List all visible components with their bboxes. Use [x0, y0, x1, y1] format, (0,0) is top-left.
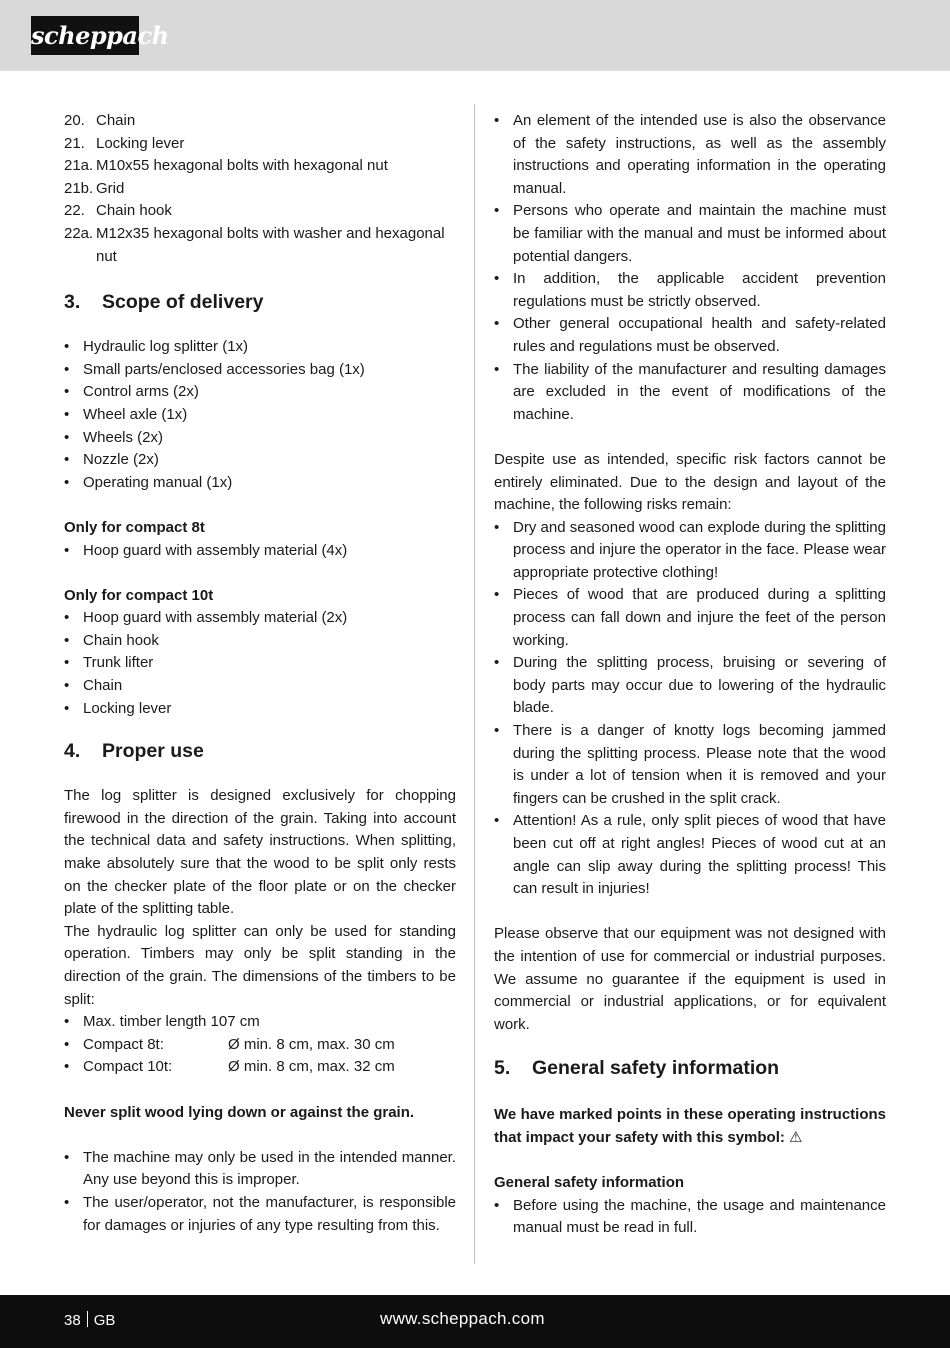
- column-divider: [474, 104, 475, 1264]
- proper-use-paragraph-2: The hydraulic log splitter can only be used for standing operation. Timbers may only be split standing in the direction of the grain. The dimensions of the timbers to be split:: [64, 922, 456, 1008]
- section-heading-proper-use: 4. Proper use: [64, 740, 204, 763]
- intended-use-list: [494, 110, 886, 426]
- delivery-item: • Wheels (2x): [64, 427, 456, 450]
- delivery-item: • Wheel axle (1x): [64, 404, 456, 427]
- intended-use-item: • In addition, the applicable accident prevention regulations must be strictly observed.: [494, 268, 886, 313]
- section-heading-safety: 5. General safety information: [494, 1057, 780, 1080]
- parts-item: 20. Chain: [64, 112, 136, 129]
- parts-item: 21a. M10x55 hexagonal bolts with hexagonal nut: [64, 157, 388, 175]
- delivery-item: • Hydraulic log splitter (1x): [64, 336, 456, 359]
- delivery-item: • Small parts/enclosed accessories bag (1x): [64, 359, 456, 382]
- intended-use-item: • Persons who operate and maintain the machine must be familiar with the manual and must be informed about potential dangers.: [494, 200, 886, 268]
- intended-use-item: • The liability of the manufacturer and resulting damages are excluded in the event of modifications of the machine.: [494, 359, 886, 427]
- delivery-item: • Operating manual (1x): [64, 472, 456, 495]
- use-restriction-item: • The machine may only be used in the intended manner. Any use beyond this is improper.: [64, 1147, 456, 1192]
- commercial-use-note: Please observe that our equipment was not designed with the intention of use for commercial or industrial purposes. We assume no guarantee if the equipment is used in commercial or industrial applications, or for equivalent work.: [494, 925, 886, 1033]
- risk-item: • There is a danger of knotty logs becoming jammed during the splitting process. Please note that the wood is under a lot of tension when it is removed and your fingers can be crushed in the split crack.: [494, 720, 886, 810]
- risk-intro: Despite use as intended, specific risk factors cannot be entirely eliminated. Due to the design and layout of the machine, the following risks remain:: [494, 450, 886, 514]
- parts-item: 21. Locking lever: [64, 134, 185, 152]
- safety-symbol-note: We have marked points in these operating instructions that impact your safety with this symbol: ⚠: [494, 1106, 886, 1146]
- parts-item: 21b. Grid: [64, 179, 125, 197]
- compact10-item: • Chain: [64, 675, 456, 698]
- header-band: [0, 0, 950, 71]
- proper-use-paragraph-1: The log splitter is designed exclusively for chopping firewood in the direction of the grain. Taking into account the technical data and safety instructions. When splitting, make absolutely sure that the wood to be split only rests on the checker plate of the floor plate or on the checker plate of the splitting table.: [64, 787, 456, 918]
- compact10-title: Only for compact 10t: [64, 586, 214, 604]
- general-safety-item: • Before using the machine, the usage and maintenance manual must be read in full.: [494, 1195, 886, 1240]
- right-column: [494, 110, 886, 1240]
- compact8-item: • Hoop guard with assembly material (4x): [64, 540, 456, 563]
- use-restrictions-list: [64, 1147, 456, 1237]
- general-safety-list: [494, 1195, 886, 1240]
- dimension-item: • Max. timber length 107 cm: [64, 1011, 456, 1034]
- compact10-item: • Hoop guard with assembly material (2x): [64, 607, 456, 630]
- compact8-list: [64, 540, 456, 563]
- compact8-title: Only for compact 8t: [64, 518, 205, 536]
- risk-list: [494, 517, 886, 901]
- dimensions-list: [64, 1011, 456, 1079]
- risk-item: • Dry and seasoned wood can explode during the splitting process and injure the operator in the face. Please wear appropriate protective clothing!: [494, 517, 886, 585]
- risk-item: • Attention! As a rule, only split pieces of wood that have been cut off at right angles! Pieces of wood cut at an angle can slip away during the splitting process! This can result in injuries!: [494, 810, 886, 900]
- footer-bar: [0, 1295, 950, 1348]
- dimension-item: • Compact 10t: Ø min. 8 cm, max. 32 cm: [64, 1056, 456, 1079]
- parts-list: [64, 110, 456, 268]
- delivery-item: • Control arms (2x): [64, 381, 456, 404]
- never-split-warning: Never split wood lying down or against the grain.: [64, 1103, 415, 1121]
- page-number: 38 GB: [64, 1312, 116, 1329]
- parts-item: 22a. M12x35 hexagonal bolts with washer and hexagonal nut: [64, 224, 445, 265]
- compact10-item: • Trunk lifter: [64, 652, 456, 675]
- compact10-list: [64, 607, 456, 720]
- use-restriction-item: • The user/operator, not the manufacturer, is responsible for damages or injuries of any type resulting from this.: [64, 1192, 456, 1237]
- delivery-list: [64, 336, 456, 494]
- compact10-item: • Locking lever: [64, 698, 456, 721]
- risk-item: • During the splitting process, bruising or severing of body parts may occur due to lowering of the hydraulic blade.: [494, 652, 886, 720]
- intended-use-item: • Other general occupational health and safety-related rules and regulations must be observed.: [494, 313, 886, 358]
- delivery-item: • Nozzle (2x): [64, 449, 456, 472]
- general-safety-title: General safety information: [494, 1174, 685, 1192]
- website-link[interactable]: www.scheppach.com: [380, 1309, 545, 1328]
- parts-item: 22. Chain hook: [64, 202, 172, 220]
- intended-use-item: • An element of the intended use is also the observance of the safety instructions, as well as the assembly instructions and operating information in the operating manual.: [494, 110, 886, 200]
- section-heading-scope: 3. Scope of delivery: [64, 291, 264, 314]
- scheppach-logo: scheppach: [31, 16, 139, 55]
- dimension-item: • Compact 8t: Ø min. 8 cm, max. 30 cm: [64, 1034, 456, 1057]
- risk-item: • Pieces of wood that are produced during a splitting process can fall down and injure the feet of the person working.: [494, 584, 886, 652]
- left-column: [64, 110, 456, 1237]
- compact10-item: • Chain hook: [64, 630, 456, 653]
